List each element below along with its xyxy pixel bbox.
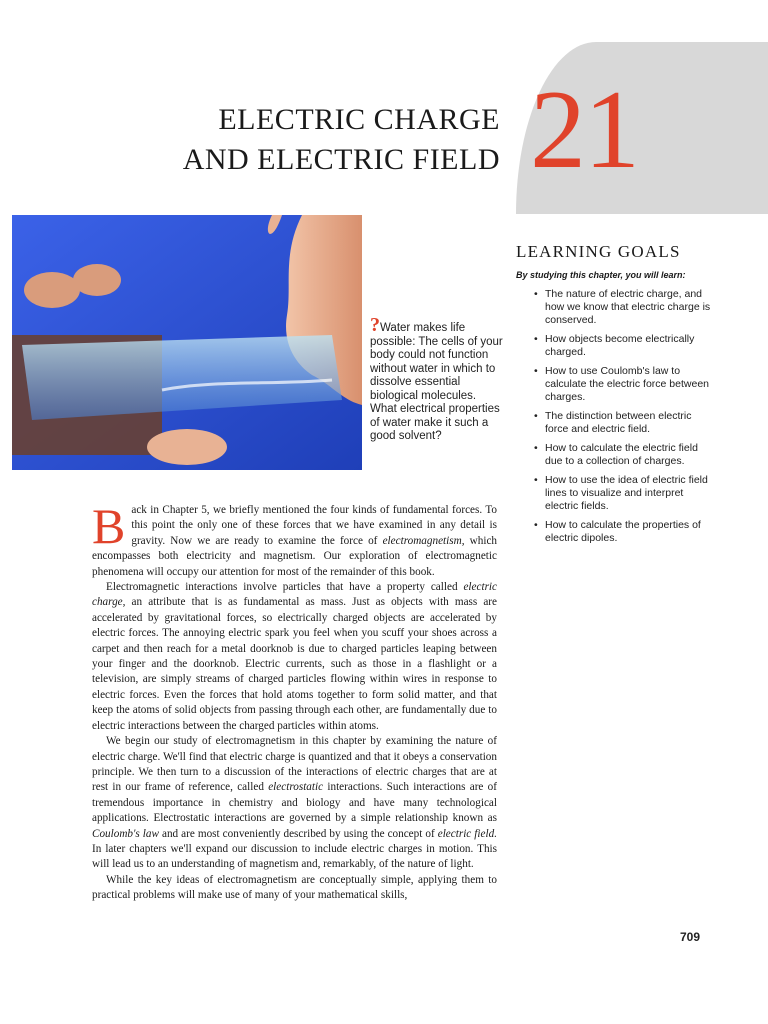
caption-text: Water makes life possible: The cells of your body could not function without water in which to dissolve essential biological molecules. What electrical properties of water make it such a good solvent? bbox=[370, 322, 503, 442]
page-number: 709 bbox=[680, 930, 701, 944]
text-run: interactions. Such interactions are of tremendous importance in chemistry and biology and have many technological applications. Electrostatic interactions are governed by a simple relationship known as bbox=[92, 781, 497, 825]
paragraph-4: While the key ideas of electromagnetism are conceptually simple, applying them to practical problems will make use of many of your mathematical skills, bbox=[92, 873, 497, 902]
learning-goal-item: • How to calculate the electric field due to a collection of charges. bbox=[516, 442, 716, 468]
learning-goals-intro: By studying this chapter, you will learn: bbox=[516, 270, 686, 280]
paragraph-1 bbox=[92, 498, 497, 580]
text-run: Electromagnetic interactions involve particles that have a property called bbox=[106, 581, 464, 594]
paragraph-2 bbox=[92, 580, 497, 734]
learning-goal-item: • How to calculate the properties of electric dipoles. bbox=[516, 519, 716, 545]
learning-goal-item: • How to use Coulomb's law to calculate the electric force between charges. bbox=[516, 365, 716, 404]
learning-goals bbox=[516, 242, 716, 551]
learning-goal-item: • The nature of electric charge, and how we know that electric charge is conserved. bbox=[516, 288, 716, 327]
learning-goal-item: • How objects become electrically charged. bbox=[516, 333, 716, 359]
learning-goal-item: • The distinction between electric force and electric field. bbox=[516, 410, 716, 436]
drop-cap: B bbox=[92, 498, 126, 554]
text-run: and are most conveniently described by using the concept of bbox=[158, 827, 438, 840]
learning-goals-list bbox=[516, 288, 716, 545]
learning-goal-item: • How to use the idea of electric field lines to visualize and interpret electric fields. bbox=[516, 474, 716, 513]
text-run: ack in Chapter 5, we briefly mentioned the four kinds of fundamental forces. To this point the only one of these forces that we have examined in any detail is gravity. Now we are ready to examine the force of bbox=[131, 504, 497, 547]
emphasis: electromagnetism, bbox=[382, 534, 465, 547]
chapter-title-line2: AND ELECTRIC FIELD bbox=[182, 143, 500, 176]
chapter-number: 21 bbox=[530, 68, 638, 192]
photo-caption bbox=[370, 314, 505, 444]
text-run: In later chapters we'll expand our discussion to include electric charges in motion. This will lead us to an understanding of magnetism and, remarkably, of the nature of light. bbox=[92, 842, 497, 871]
emphasis: electric field. bbox=[437, 827, 497, 840]
text-run: which encompasses both electricity and magnetism. Our exploration of electromagnetic phenomena will occupy our attention for most of the remainder of this book. bbox=[92, 534, 497, 578]
emphasis: electrostatic bbox=[268, 781, 324, 794]
text-run: an attribute that is as fundamental as mass. Just as objects with mass are accelerated by gravitational forces, so electrically charged objects are accelerated by electric forces. The annoying electric spark you feel when you scuff your shoes across a carpet and then reach for a metal doorknob is due to charged particles leaping between your finger and the doorknob. Electric currents, such as those in a flashlight or a television, are simply streams of charged particles flowing within wires in response to electric forces. Even the forces that hold atoms together to form solid matter, and that keep the atoms of solid objects from passing through each other, are fundamentally due to electric interactions between the charged particles within atoms. bbox=[92, 596, 497, 732]
emphasis: electric charge, bbox=[92, 581, 497, 609]
text-run: We begin our study of electromagnetism in this chapter by examining the nature of electric charge. We'll find that electric charge is quantized and that it obeys a conservation principle. We then turn to a discussion of the interactions of electric charges that are at rest in our frame of reference, called bbox=[92, 735, 497, 794]
body-text bbox=[92, 498, 497, 904]
chapter-opener-photo bbox=[12, 215, 362, 470]
learning-goals-title: LEARNING GOALS bbox=[516, 242, 681, 261]
question-mark-icon: ? bbox=[370, 314, 380, 336]
emphasis: Coulomb's law bbox=[92, 827, 159, 840]
chapter-title-line1: ELECTRIC CHARGE bbox=[218, 103, 500, 136]
paragraph-3 bbox=[92, 734, 497, 873]
chapter-title bbox=[120, 100, 500, 180]
